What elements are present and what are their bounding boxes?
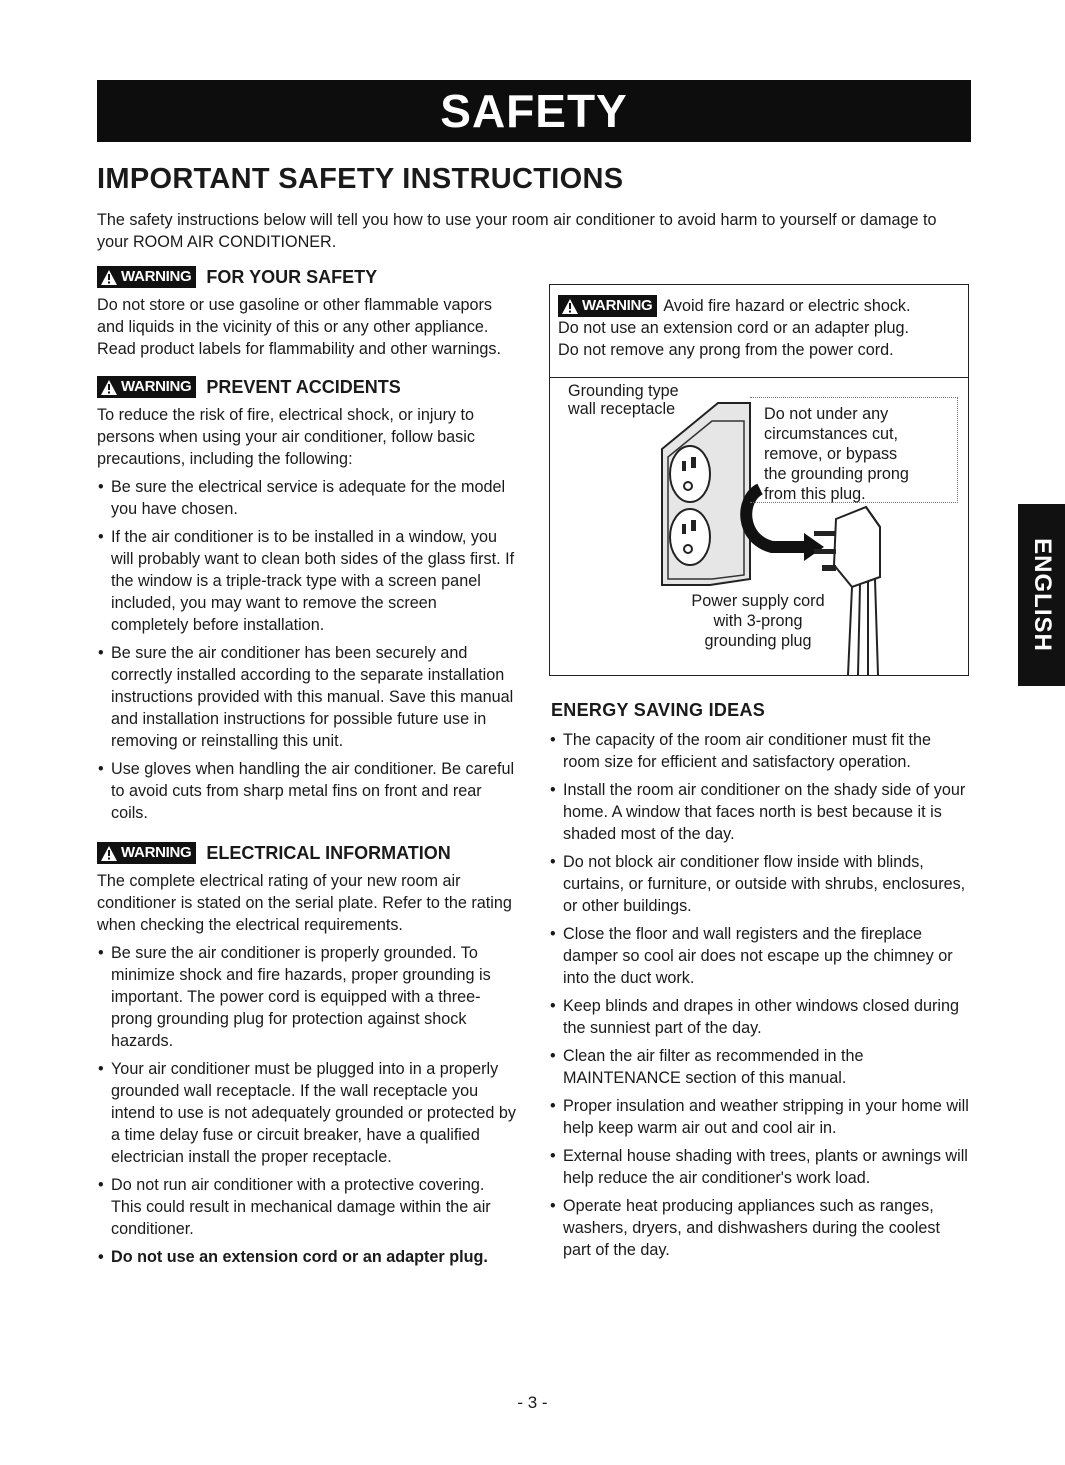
warning-triangle-icon bbox=[100, 269, 118, 286]
warning-badge bbox=[97, 376, 196, 398]
list-item: • External house shading with trees, plants or awnings will help reduce the air conditioner's work load. bbox=[549, 1145, 969, 1189]
list-item: • Operate heat producing appliances such as ranges, washers, dryers, and dishwashers during the coolest part of the day. bbox=[549, 1195, 969, 1261]
right-column bbox=[549, 284, 969, 1267]
power-cord-label bbox=[678, 591, 838, 651]
left-column bbox=[97, 258, 517, 1274]
intro-paragraph: The safety instructions below will tell you how to use your room air conditioner to avoid harm to yourself or damage to your ROOM AIR CONDITIONER. bbox=[97, 211, 937, 251]
list-item: • Do not run air conditioner with a protective covering. This could result in mechanical damage within the air conditioner. bbox=[97, 1174, 517, 1240]
list-item: • Clean the air filter as recommended in the MAINTENANCE section of this manual. bbox=[549, 1045, 969, 1089]
warning-label: WARNING bbox=[121, 268, 192, 285]
list-item: • Proper insulation and weather stripping in your home will help keep warm air out and cool air in. bbox=[549, 1095, 969, 1139]
electrical-list bbox=[97, 942, 517, 1268]
grounding-prong-note bbox=[750, 397, 958, 503]
warning-line-2: Do not use an extension cord or an adapter plug. bbox=[558, 319, 909, 337]
page-number: - 3 - bbox=[517, 1393, 548, 1412]
grounding-plug-illustration bbox=[550, 379, 968, 675]
note-line: circumstances cut, bbox=[764, 425, 899, 443]
heading-label: FOR YOUR SAFETY bbox=[206, 266, 378, 287]
electrical-text: The complete electrical rating of your new room air conditioner is stated on the serial plate. Refer to the rating when checking the electrical requirements. bbox=[97, 872, 512, 934]
warning-line-3: Do not remove any prong from the power cord. bbox=[558, 341, 894, 359]
for-your-safety-text: Do not store or use gasoline or other flammable vapors and liquids in the vicinity of this or any other appliance. Read product labels for flammability and other warnings. bbox=[97, 296, 501, 358]
safety-banner: SAFETY bbox=[97, 80, 971, 142]
list-item: • Keep blinds and drapes in other windows closed during the sunniest part of the day. bbox=[549, 995, 969, 1039]
note-line: Do not under any bbox=[764, 405, 889, 423]
heading-label: ELECTRICAL INFORMATION bbox=[206, 842, 451, 863]
warning-triangle-icon bbox=[100, 845, 118, 862]
warning-badge bbox=[97, 842, 196, 864]
warning-badge bbox=[97, 266, 196, 288]
receptacle-label-line-2: wall receptacle bbox=[568, 400, 676, 418]
list-item: • Use gloves when handling the air conditioner. Be careful to avoid cuts from sharp metal fins on front and rear coils. bbox=[97, 758, 517, 824]
cord-label-line: with 3-prong bbox=[713, 612, 803, 630]
list-item: • If the air conditioner is to be installed in a window, you will probably want to clean both sides of the glass first. If the window is a triple-track type with a screen panel included, you may want to remove the screen completely before installation. bbox=[97, 526, 517, 636]
page-title: IMPORTANT SAFETY INSTRUCTIONS bbox=[97, 163, 624, 195]
list-item: • Be sure the air conditioner has been securely and correctly installed according to the separate installation instructions provided with this manual. Save this manual and installation instructions for possible future use in removing or reinstalling this unit. bbox=[97, 642, 517, 752]
heading-label: PREVENT ACCIDENTS bbox=[206, 376, 401, 397]
language-tab bbox=[1018, 504, 1065, 686]
list-item: • Be sure the air conditioner is properly grounded. To minimize shock and fire hazards, proper grounding is important. The power cord is equipped with a three-prong grounding plug for protection against shock hazards. bbox=[97, 942, 517, 1052]
energy-saving-heading: ENERGY SAVING IDEAS bbox=[551, 700, 766, 720]
for-your-safety-heading bbox=[97, 264, 517, 290]
prevent-accidents-list bbox=[97, 476, 517, 824]
electrical-information-heading bbox=[97, 840, 517, 866]
list-item: • Install the room air conditioner on the shady side of your home. A window that faces north is best because it is shaded most of the day. bbox=[549, 779, 969, 845]
warning-triangle-icon bbox=[561, 298, 579, 315]
warning-line-1: Avoid fire hazard or electric shock. bbox=[663, 297, 911, 315]
warning-box-text bbox=[550, 285, 968, 378]
warning-label: WARNING bbox=[582, 297, 653, 314]
list-item: • Do not block air conditioner flow inside with blinds, curtains, or furniture, or outside with shrubs, enclosures, or other buildings. bbox=[549, 851, 969, 917]
warning-label: WARNING bbox=[121, 844, 192, 861]
language-tab-label: ENGLISH bbox=[1028, 538, 1056, 652]
list-item: • Your air conditioner must be plugged into in a properly grounded wall receptacle. If the wall receptacle you intend to use is not adequately grounded or protected by a time delay fuse or circuit breaker, have a qualified electrician install the proper receptacle. bbox=[97, 1058, 517, 1168]
warning-triangle-icon bbox=[100, 379, 118, 396]
prevent-accidents-heading bbox=[97, 374, 517, 400]
note-line: remove, or bypass bbox=[764, 445, 898, 463]
list-item: • The capacity of the room air conditioner must fit the room size for efficient and satisfactory operation. bbox=[549, 729, 969, 773]
note-line: the grounding prong bbox=[764, 465, 909, 483]
prevent-accidents-text: To reduce the risk of fire, electrical shock, or injury to persons when using your air conditioner, follow basic precautions, including the following: bbox=[97, 406, 475, 468]
warning-label: WARNING bbox=[121, 378, 192, 395]
list-item-emphasis: • Do not use an extension cord or an adapter plug. bbox=[97, 1246, 517, 1268]
energy-saving-list bbox=[549, 729, 969, 1261]
list-item: • Be sure the electrical service is adequate for the model you have chosen. bbox=[97, 476, 517, 520]
note-line: from this plug. bbox=[764, 485, 866, 503]
grounding-warning-box bbox=[549, 284, 969, 676]
list-item: • Close the floor and wall registers and the fireplace damper so cool air does not escape up the chimney or into the duct work. bbox=[549, 923, 969, 989]
cord-label-line: grounding plug bbox=[704, 632, 812, 650]
cord-label-line: Power supply cord bbox=[691, 592, 825, 610]
receptacle-label-line-1: Grounding type bbox=[568, 382, 679, 400]
warning-badge bbox=[558, 295, 657, 317]
